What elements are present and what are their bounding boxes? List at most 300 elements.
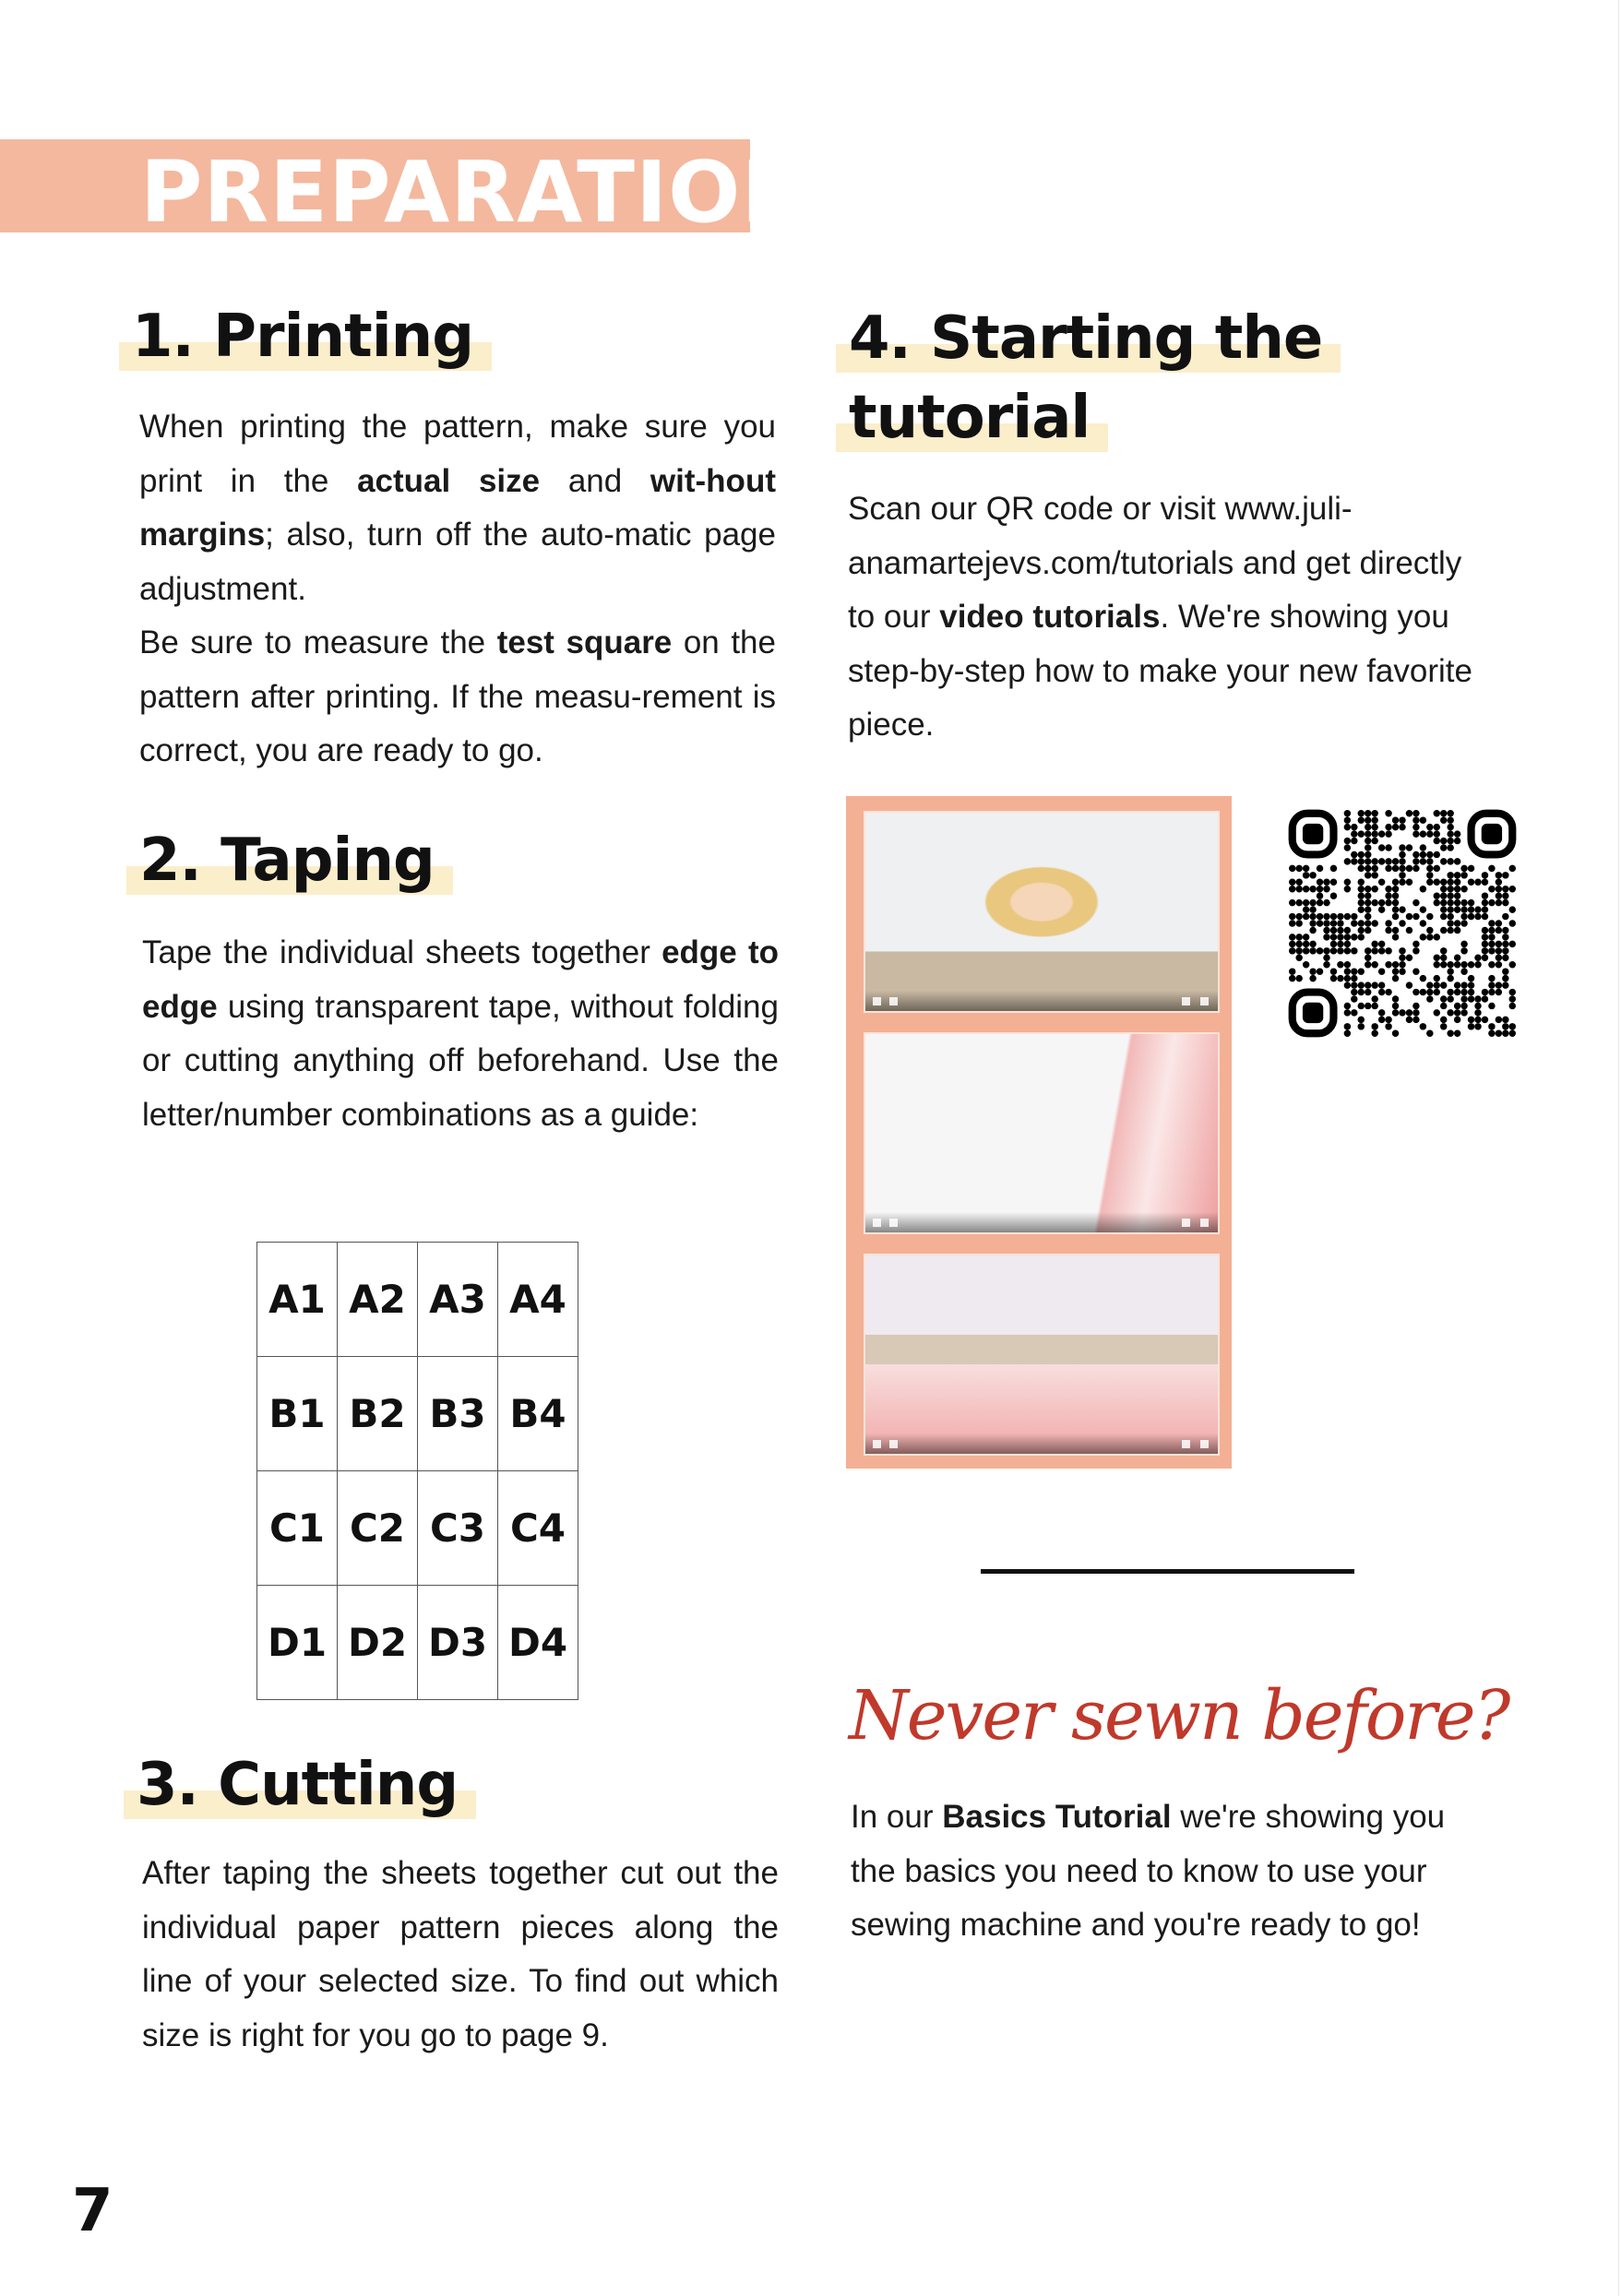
qr-module [1344, 1030, 1351, 1037]
qr-module [1488, 1023, 1495, 1029]
qr-module [1344, 941, 1351, 947]
qr-module [1460, 947, 1467, 954]
grid-cell: C2 [338, 1471, 418, 1586]
qr-module [1309, 968, 1316, 974]
qr-module [1406, 955, 1412, 961]
qr-module [1378, 1017, 1385, 1023]
qr-module [1351, 851, 1357, 858]
qr-module [1289, 968, 1295, 974]
qr-module [1365, 830, 1371, 837]
text-segment: wit-hout margins [139, 462, 776, 553]
qr-module [1289, 975, 1295, 981]
qr-module [1399, 1009, 1405, 1016]
qr-module [1344, 913, 1351, 920]
qr-module [1309, 947, 1316, 954]
qr-module [1454, 1017, 1460, 1023]
qr-module [1496, 872, 1502, 878]
qr-module [1344, 1003, 1351, 1009]
qr-module [1365, 851, 1371, 858]
qr-module [1295, 899, 1302, 906]
qr-module [1509, 920, 1516, 926]
qr-module [1378, 830, 1385, 837]
qr-module [1440, 858, 1447, 864]
qr-module [1460, 941, 1467, 947]
qr-module [1447, 824, 1453, 830]
qr-module [1502, 886, 1508, 892]
qr-module [1365, 920, 1371, 926]
qr-module [1426, 934, 1433, 940]
qr-module [1454, 1003, 1460, 1009]
qr-module [1447, 995, 1453, 1002]
qr-module [1295, 975, 1302, 981]
qr-module [1344, 816, 1351, 823]
qr-module [1440, 947, 1447, 954]
qr-module [1412, 1009, 1419, 1016]
qr-module [1358, 892, 1365, 898]
qr-module [1392, 865, 1399, 872]
qr-module [1303, 961, 1309, 968]
qr-module [1303, 886, 1309, 892]
qr-module [1303, 947, 1309, 954]
qr-module [1309, 913, 1316, 920]
cutting-paragraph: After taping the sheets together cut out the individual paper pattern pieces along the line of your selected size. To find out which size is right for you go to page 9. [142, 1855, 779, 2053]
qr-module [1309, 927, 1316, 934]
qr-module [1309, 906, 1316, 912]
qr-module [1412, 830, 1419, 837]
qr-module [1330, 947, 1337, 954]
heading-tutorial [849, 299, 1341, 458]
qr-module [1447, 872, 1453, 878]
qr-module [1330, 892, 1337, 898]
qr-module [1502, 892, 1508, 898]
qr-module [1317, 947, 1323, 954]
qr-module [1385, 899, 1391, 906]
qr-module [1385, 989, 1391, 995]
qr-module [1303, 899, 1309, 906]
qr-module [1378, 858, 1385, 864]
qr-module [1426, 927, 1433, 934]
qr-module [1330, 920, 1337, 926]
text-segment: 3. Cutting [124, 1751, 476, 1819]
qr-module [1337, 920, 1343, 926]
qr-module [1482, 913, 1488, 920]
qr-module [1337, 941, 1343, 947]
qr-module [1502, 941, 1508, 947]
qr-module [1496, 886, 1502, 892]
qr-module [1351, 995, 1357, 1002]
qr-module [1317, 886, 1323, 892]
qr-module [1392, 858, 1399, 864]
qr-module [1358, 865, 1365, 872]
grid-cell: A4 [498, 1243, 578, 1357]
qr-module [1309, 886, 1316, 892]
qr-module [1509, 906, 1516, 912]
qr-module [1330, 913, 1337, 920]
qr-module [1358, 1003, 1365, 1009]
grid-cell: C3 [418, 1471, 498, 1586]
qr-module [1460, 1009, 1467, 1016]
qr-module [1371, 947, 1377, 954]
qr-module [1440, 1003, 1447, 1009]
qr-module [1434, 892, 1440, 898]
qr-module [1399, 844, 1405, 851]
grid-row [257, 1357, 578, 1471]
qr-module [1412, 989, 1419, 995]
qr-module [1323, 899, 1329, 906]
qr-module [1392, 913, 1399, 920]
qr-module [1337, 947, 1343, 954]
qr-module [1488, 865, 1495, 872]
qr-module [1289, 920, 1295, 926]
qr-module [1434, 879, 1440, 886]
qr-module [1323, 913, 1329, 920]
qr-module [1399, 955, 1405, 961]
qr-module [1392, 975, 1399, 981]
qr-module [1440, 838, 1447, 844]
qr-module [1378, 899, 1385, 906]
text-segment: 4. Starting the [836, 304, 1341, 373]
qr-module [1440, 816, 1447, 823]
qr-module [1358, 886, 1365, 892]
qr-module [1420, 920, 1426, 926]
text-segment: In our [851, 1799, 943, 1835]
qr-module [1365, 892, 1371, 898]
divider [981, 1569, 1354, 1574]
qr-module [1496, 947, 1502, 954]
grid-cell: D4 [498, 1586, 578, 1700]
qr-module [1426, 879, 1433, 886]
qr-module [1358, 934, 1365, 940]
qr-code-icon[interactable] [1289, 810, 1516, 1037]
script-heading-never-sewn-before [849, 1637, 1509, 1785]
qr-module [1337, 961, 1343, 968]
qr-module [1468, 975, 1474, 981]
qr-module [1295, 886, 1302, 892]
qr-module [1330, 968, 1337, 974]
grid-cell: A1 [257, 1243, 338, 1357]
grid-cell: D1 [257, 1586, 338, 1700]
sheet-grid [256, 1242, 578, 1700]
qr-module [1399, 906, 1405, 912]
qr-module [1344, 824, 1351, 830]
qr-module [1412, 1003, 1419, 1009]
grid-cell: D2 [338, 1586, 418, 1700]
text-segment: 1. Printing [119, 303, 492, 371]
qr-module [1482, 995, 1488, 1002]
qr-module [1385, 927, 1391, 934]
grid-cell: A2 [338, 1243, 418, 1357]
qr-module [1509, 1023, 1516, 1029]
qr-module [1323, 920, 1329, 926]
qr-module [1378, 906, 1385, 912]
qr-module [1351, 824, 1357, 830]
qr-module [1496, 989, 1502, 995]
qr-module [1502, 1023, 1508, 1029]
video-thumbnail-sewing[interactable] [864, 1254, 1220, 1456]
qr-module [1371, 865, 1377, 872]
qr-module [1440, 899, 1447, 906]
qr-module [1468, 989, 1474, 995]
qr-module [1434, 830, 1440, 837]
qr-module [1295, 913, 1302, 920]
qr-module [1488, 947, 1495, 954]
section-banner [0, 139, 814, 242]
qr-module [1385, 886, 1391, 892]
grid-cell: D3 [418, 1586, 498, 1700]
qr-module [1468, 981, 1474, 988]
qr-module [1412, 851, 1419, 858]
qr-module [1447, 844, 1453, 851]
qr-module [1399, 851, 1405, 858]
qr-module [1392, 892, 1399, 898]
qr-module [1482, 899, 1488, 906]
qr-module [1440, 955, 1447, 961]
qr-module [1440, 961, 1447, 968]
qr-module [1420, 830, 1426, 837]
qr-module [1440, 995, 1447, 1002]
qr-module [1378, 1009, 1385, 1016]
qr-module [1502, 927, 1508, 934]
qr-module [1496, 1017, 1502, 1023]
qr-module [1330, 975, 1337, 981]
qr-module [1365, 961, 1371, 968]
qr-module [1488, 941, 1495, 947]
qr-module [1351, 975, 1357, 981]
qr-module [1323, 961, 1329, 968]
qr-module [1447, 830, 1453, 837]
text-segment: on the pattern after printing. If the measu-rement is correct, you are ready to go. [139, 625, 776, 768]
text-segment: Basics Tutorial [942, 1799, 1172, 1835]
qr-module [1371, 838, 1377, 844]
qr-module [1454, 989, 1460, 995]
qr-module [1496, 899, 1502, 906]
qr-module [1502, 872, 1508, 878]
qr-module [1454, 981, 1460, 988]
qr-module [1468, 865, 1474, 872]
qr-module [1488, 934, 1495, 940]
qr-module [1460, 961, 1467, 968]
qr-module [1454, 830, 1460, 837]
qr-module [1399, 961, 1405, 968]
qr-module [1482, 892, 1488, 898]
qr-module [1392, 968, 1399, 974]
qr-module [1474, 906, 1481, 912]
qr-module [1295, 934, 1302, 940]
qr-module [1392, 961, 1399, 968]
tutorial-paragraph [848, 482, 1484, 753]
text-segment: using transparent tape, without folding or cutting anything off beforehand. Use the letter/number combinations as a guide: [142, 988, 779, 1133]
qr-module [1358, 816, 1365, 823]
qr-module [1365, 899, 1371, 906]
qr-module [1468, 995, 1474, 1002]
qr-module [1358, 851, 1365, 858]
qr-module [1454, 879, 1460, 886]
text-segment: Scan our QR code or visit www.juli-anamartejevs.com/tutorials and get directly to our [848, 491, 1462, 635]
video-thumbnail-intro[interactable] [864, 811, 1220, 1013]
qr-module [1358, 858, 1365, 864]
qr-module [1454, 1030, 1460, 1037]
qr-module [1412, 913, 1419, 920]
qr-module [1365, 913, 1371, 920]
qr-module [1460, 872, 1467, 878]
qr-module [1426, 1030, 1433, 1037]
text-segment: When printing the pattern, make sure you print in the [139, 409, 776, 499]
qr-module [1371, 824, 1377, 830]
qr-module [1502, 947, 1508, 954]
qr-module [1412, 824, 1419, 830]
qr-module [1482, 934, 1488, 940]
qr-module [1378, 947, 1385, 954]
qr-module [1392, 816, 1399, 823]
qr-module [1412, 816, 1419, 823]
qr-module [1460, 968, 1467, 974]
qr-module [1460, 865, 1467, 872]
qr-module [1344, 934, 1351, 940]
qr-module [1317, 892, 1323, 898]
qr-module [1358, 810, 1365, 816]
qr-module [1474, 879, 1481, 886]
qr-module [1440, 1023, 1447, 1029]
qr-module [1351, 981, 1357, 988]
qr-module [1351, 934, 1357, 940]
qr-module [1434, 1009, 1440, 1016]
qr-module [1351, 913, 1357, 920]
qr-module [1358, 1023, 1365, 1029]
qr-module [1365, 1003, 1371, 1009]
qr-module [1447, 1009, 1453, 1016]
qr-module [1426, 830, 1433, 837]
qr-module [1420, 989, 1426, 995]
qr-module [1337, 934, 1343, 940]
qr-module [1460, 906, 1467, 912]
qr-module [1474, 913, 1481, 920]
qr-module [1344, 838, 1351, 844]
qr-module [1399, 865, 1405, 872]
qr-module [1412, 865, 1419, 872]
qr-module [1434, 989, 1440, 995]
qr-module [1447, 886, 1453, 892]
qr-module [1358, 830, 1365, 837]
qr-module [1496, 955, 1502, 961]
qr-module [1502, 1030, 1508, 1037]
qr-module [1371, 920, 1377, 926]
qr-module [1371, 858, 1377, 864]
qr-module [1295, 920, 1302, 926]
qr-module [1440, 913, 1447, 920]
qr-module [1454, 899, 1460, 906]
qr-module [1434, 934, 1440, 940]
text-segment: Never sewn before? [849, 1676, 1509, 1755]
qr-module [1426, 995, 1433, 1002]
qr-module [1385, 947, 1391, 954]
qr-module [1502, 1017, 1508, 1023]
qr-module [1303, 865, 1309, 872]
video-thumbnail-taping[interactable] [864, 1032, 1220, 1234]
qr-module [1440, 906, 1447, 912]
qr-module [1392, 1003, 1399, 1009]
qr-module [1289, 899, 1295, 906]
qr-module [1317, 913, 1323, 920]
qr-module [1399, 872, 1405, 878]
qr-module [1330, 879, 1337, 886]
qr-module [1385, 961, 1391, 968]
qr-module [1488, 927, 1495, 934]
text-segment: Tape the individual sheets together [142, 934, 662, 970]
qr-module [1420, 906, 1426, 912]
qr-module [1365, 872, 1371, 878]
qr-module [1330, 927, 1337, 934]
qr-module [1460, 899, 1467, 906]
qr-module [1378, 879, 1385, 886]
qr-module [1371, 886, 1377, 892]
qr-module [1365, 886, 1371, 892]
qr-module [1371, 899, 1377, 906]
qr-module [1412, 968, 1419, 974]
qr-module [1502, 981, 1508, 988]
qr-module [1447, 913, 1453, 920]
qr-module [1406, 913, 1412, 920]
qr-module [1406, 1009, 1412, 1016]
qr-module [1323, 955, 1329, 961]
qr-module [1420, 934, 1426, 940]
qr-module [1454, 838, 1460, 844]
qr-module [1460, 995, 1467, 1002]
qr-module [1358, 968, 1365, 974]
qr-module [1337, 927, 1343, 934]
qr-module [1344, 968, 1351, 974]
grid-row [257, 1586, 578, 1700]
qr-module [1323, 934, 1329, 940]
qr-module [1289, 865, 1295, 872]
qr-module [1309, 872, 1316, 878]
text-segment: . We're showing you step-by-step how to make your new favorite piece. [848, 599, 1472, 743]
qr-module [1434, 810, 1440, 816]
qr-module [1317, 879, 1323, 886]
qr-module [1351, 858, 1357, 864]
qr-module [1482, 879, 1488, 886]
text-segment: Be sure to measure the [139, 625, 497, 660]
qr-module [1447, 975, 1453, 981]
qr-module [1454, 858, 1460, 864]
qr-module [1434, 838, 1440, 844]
qr-module [1420, 886, 1426, 892]
qr-module [1399, 879, 1405, 886]
qr-module [1488, 1003, 1495, 1009]
qr-module [1330, 941, 1337, 947]
qr-module [1358, 906, 1365, 912]
qr-module [1447, 989, 1453, 995]
qr-module [1365, 838, 1371, 844]
qr-module [1371, 941, 1377, 947]
qr-module [1392, 995, 1399, 1002]
qr-module [1289, 913, 1295, 920]
qr-module [1509, 1030, 1516, 1037]
qr-module [1496, 920, 1502, 926]
qr-module [1337, 913, 1343, 920]
qr-module [1378, 968, 1385, 974]
qr-module [1358, 989, 1365, 995]
qr-module [1289, 947, 1295, 954]
qr-module [1399, 968, 1405, 974]
qr-module [1468, 961, 1474, 968]
qr-module [1385, 920, 1391, 926]
qr-module [1496, 1030, 1502, 1037]
qr-module [1406, 810, 1412, 816]
qr-module [1509, 886, 1516, 892]
qr-module [1434, 981, 1440, 988]
qr-module [1323, 947, 1329, 954]
qr-module [1426, 989, 1433, 995]
